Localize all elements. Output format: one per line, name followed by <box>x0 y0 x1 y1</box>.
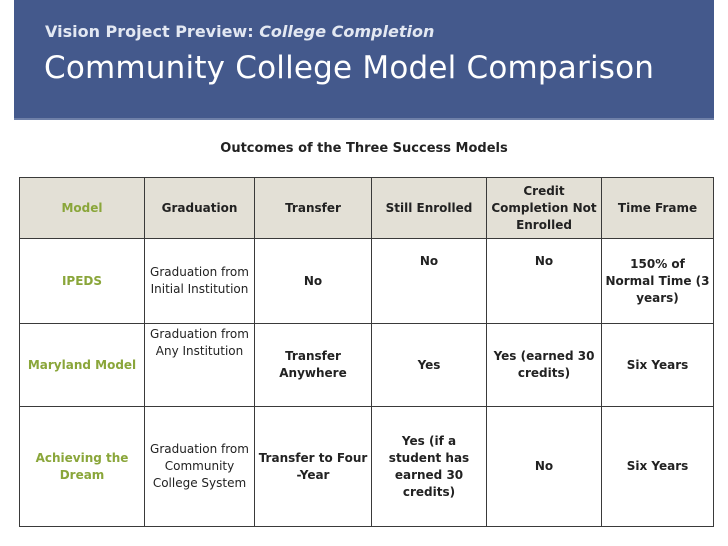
row-model-cell: Maryland Model <box>20 324 145 407</box>
slide-title: Community College Model Comparison <box>44 50 655 86</box>
column-header-transfer: Transfer <box>255 178 372 239</box>
table-header-row <box>20 178 714 239</box>
column-header-credit-completion: Credit Completion Not Enrolled <box>487 178 602 239</box>
row-time-frame-cell: Six Years <box>602 407 714 527</box>
row-graduation-cell: Graduation from Community College System <box>145 407 255 527</box>
table-row <box>20 324 714 407</box>
column-header-time-frame: Time Frame <box>602 178 714 239</box>
row-transfer-cell: No <box>255 239 372 324</box>
row-credit-completion-cell: No <box>487 239 602 324</box>
subtitle-emphasis: College Completion <box>259 22 435 41</box>
table-row <box>20 407 714 527</box>
row-transfer-cell: Transfer to Four -Year <box>255 407 372 527</box>
row-still-enrolled-cell: No <box>372 239 487 324</box>
subtitle-prefix: Vision Project Preview: <box>45 22 260 41</box>
slide-header <box>14 0 714 120</box>
row-model-cell: IPEDS <box>20 239 145 324</box>
column-header-model: Model <box>20 178 145 239</box>
row-credit-completion-cell: Yes (earned 30 credits) <box>487 324 602 407</box>
row-credit-completion-cell: No <box>487 407 602 527</box>
row-still-enrolled-cell: Yes <box>372 324 487 407</box>
row-time-frame-cell: Six Years <box>602 324 714 407</box>
column-header-still-enrolled: Still Enrolled <box>372 178 487 239</box>
row-model-cell: Achieving the Dream <box>20 407 145 527</box>
column-header-graduation: Graduation <box>145 178 255 239</box>
table-row <box>20 239 714 324</box>
slide-subtitle <box>45 22 434 41</box>
row-graduation-cell: Graduation from Initial Institution <box>145 239 255 324</box>
comparison-table <box>19 177 714 527</box>
row-transfer-cell: Transfer Anywhere <box>255 324 372 407</box>
row-still-enrolled-cell: Yes (if a student has earned 30 credits) <box>372 407 487 527</box>
row-time-frame-cell: 150% of Normal Time (3 years) <box>602 239 714 324</box>
row-graduation-cell: Graduation from Any Institution <box>145 324 255 407</box>
table-caption: Outcomes of the Three Success Models <box>220 141 508 156</box>
